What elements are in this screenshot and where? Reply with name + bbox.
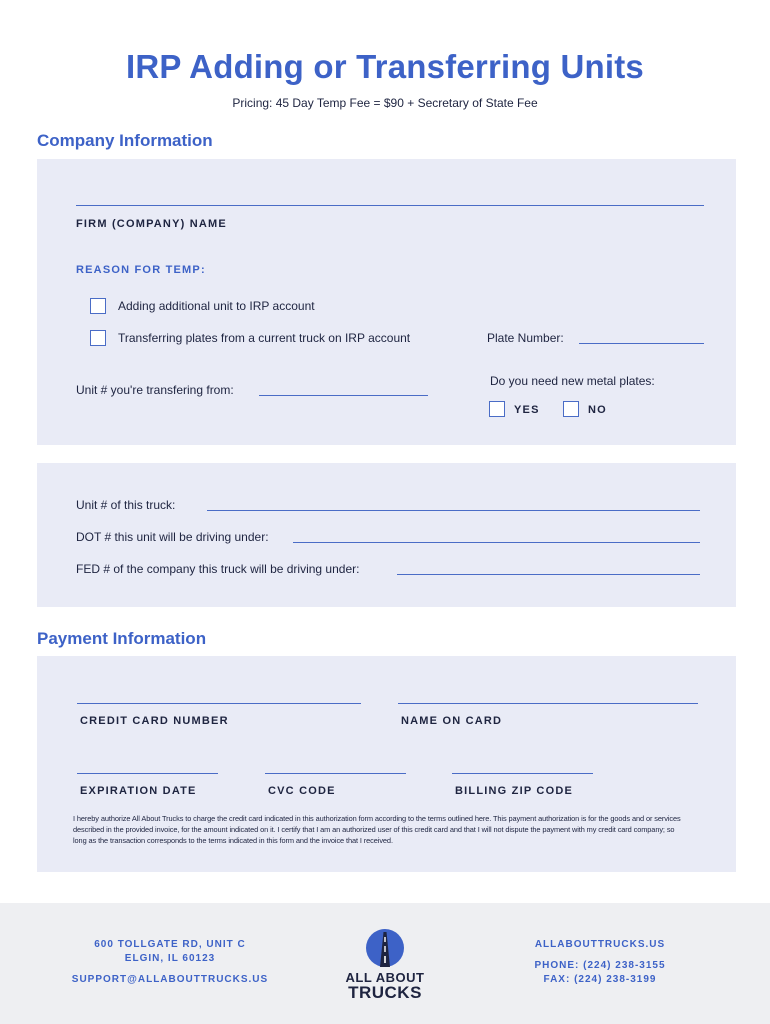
- unit-from-label: Unit # you're transfering from:: [76, 383, 234, 397]
- transferring-plates-checkbox[interactable]: [90, 330, 106, 346]
- adding-unit-checkbox[interactable]: [90, 298, 106, 314]
- firm-name-label: FIRM (COMPANY) NAME: [76, 218, 227, 230]
- footer-fax: FAX: (224) 238-3199: [543, 974, 657, 985]
- dot-number-label: DOT # this unit will be driving under:: [76, 530, 269, 544]
- cvc-label: CVC CODE: [268, 785, 336, 797]
- billing-zip-label: BILLING ZIP CODE: [455, 785, 574, 797]
- unit-number-field[interactable]: [207, 510, 700, 511]
- unit-from-field[interactable]: [259, 395, 428, 396]
- company-info-heading: Company Information: [37, 131, 213, 150]
- company-info-panel: [37, 159, 736, 445]
- pricing-subtitle: Pricing: 45 Day Temp Fee = $90 + Secretary of State Fee: [232, 96, 538, 110]
- cvc-field[interactable]: [265, 773, 406, 774]
- firm-name-field[interactable]: [76, 205, 704, 206]
- metal-plates-yes-checkbox[interactable]: [489, 401, 505, 417]
- card-number-field[interactable]: [77, 703, 361, 704]
- metal-plates-yes-label: YES: [514, 404, 540, 416]
- footer-phone: PHONE: (224) 238-3155: [534, 960, 666, 971]
- footer-website-link[interactable]: ALLABOUTTRUCKS.US: [534, 939, 666, 950]
- card-number-label: CREDIT CARD NUMBER: [80, 715, 229, 727]
- transferring-plates-label: Transferring plates from a current truck on IRP account: [118, 331, 411, 345]
- name-on-card-field[interactable]: [398, 703, 698, 704]
- plate-number-label: Plate Number:: [487, 331, 564, 345]
- road-logo-icon: [365, 928, 405, 968]
- unit-number-label: Unit # of this truck:: [76, 498, 176, 512]
- name-on-card-label: NAME ON CARD: [401, 715, 503, 727]
- plate-number-field[interactable]: [579, 343, 704, 344]
- truck-info-panel: [37, 463, 736, 607]
- logo-text-line2: TRUCKS: [348, 983, 422, 1002]
- reason-for-temp-label: REASON FOR TEMP:: [76, 264, 206, 276]
- expiration-label: EXPIRATION DATE: [80, 785, 197, 797]
- fed-number-label: FED # of the company this truck will be driving under:: [76, 562, 360, 576]
- payment-info-heading: Payment Information: [37, 629, 207, 648]
- footer-address-line2: ELGIN, IL 60123: [124, 953, 216, 964]
- logo-text-line1: ALL ABOUT: [345, 970, 425, 985]
- footer-address-line1: 600 TOLLGATE RD, UNIT C: [94, 939, 246, 950]
- authorization-disclaimer: I hereby authorize All About Trucks to charge the credit card indicated in this authorization form according to the terms outlined here. This payment authorization is for the goods and or services described in the provided invoice, for the amount indicated on it. I certify that I am an authorized user of this credit card and that I will not dispute the payment with my credit card company; so long as the transaction corresponds to the terms indicated in this form and the invoice that I received.: [73, 814, 681, 845]
- footer: [0, 903, 770, 1024]
- metal-plates-no-label: NO: [588, 404, 607, 416]
- page-title: IRP Adding or Transferring Units: [126, 48, 644, 85]
- metal-plates-no-checkbox[interactable]: [563, 401, 579, 417]
- fed-number-field[interactable]: [397, 574, 700, 575]
- dot-number-field[interactable]: [293, 542, 700, 543]
- metal-plates-question: Do you need new metal plates:: [490, 374, 655, 388]
- expiration-field[interactable]: [77, 773, 218, 774]
- adding-unit-label: Adding additional unit to IRP account: [118, 299, 315, 313]
- footer-email-link[interactable]: SUPPORT@ALLABOUTTRUCKS.US: [71, 974, 269, 985]
- billing-zip-field[interactable]: [452, 773, 593, 774]
